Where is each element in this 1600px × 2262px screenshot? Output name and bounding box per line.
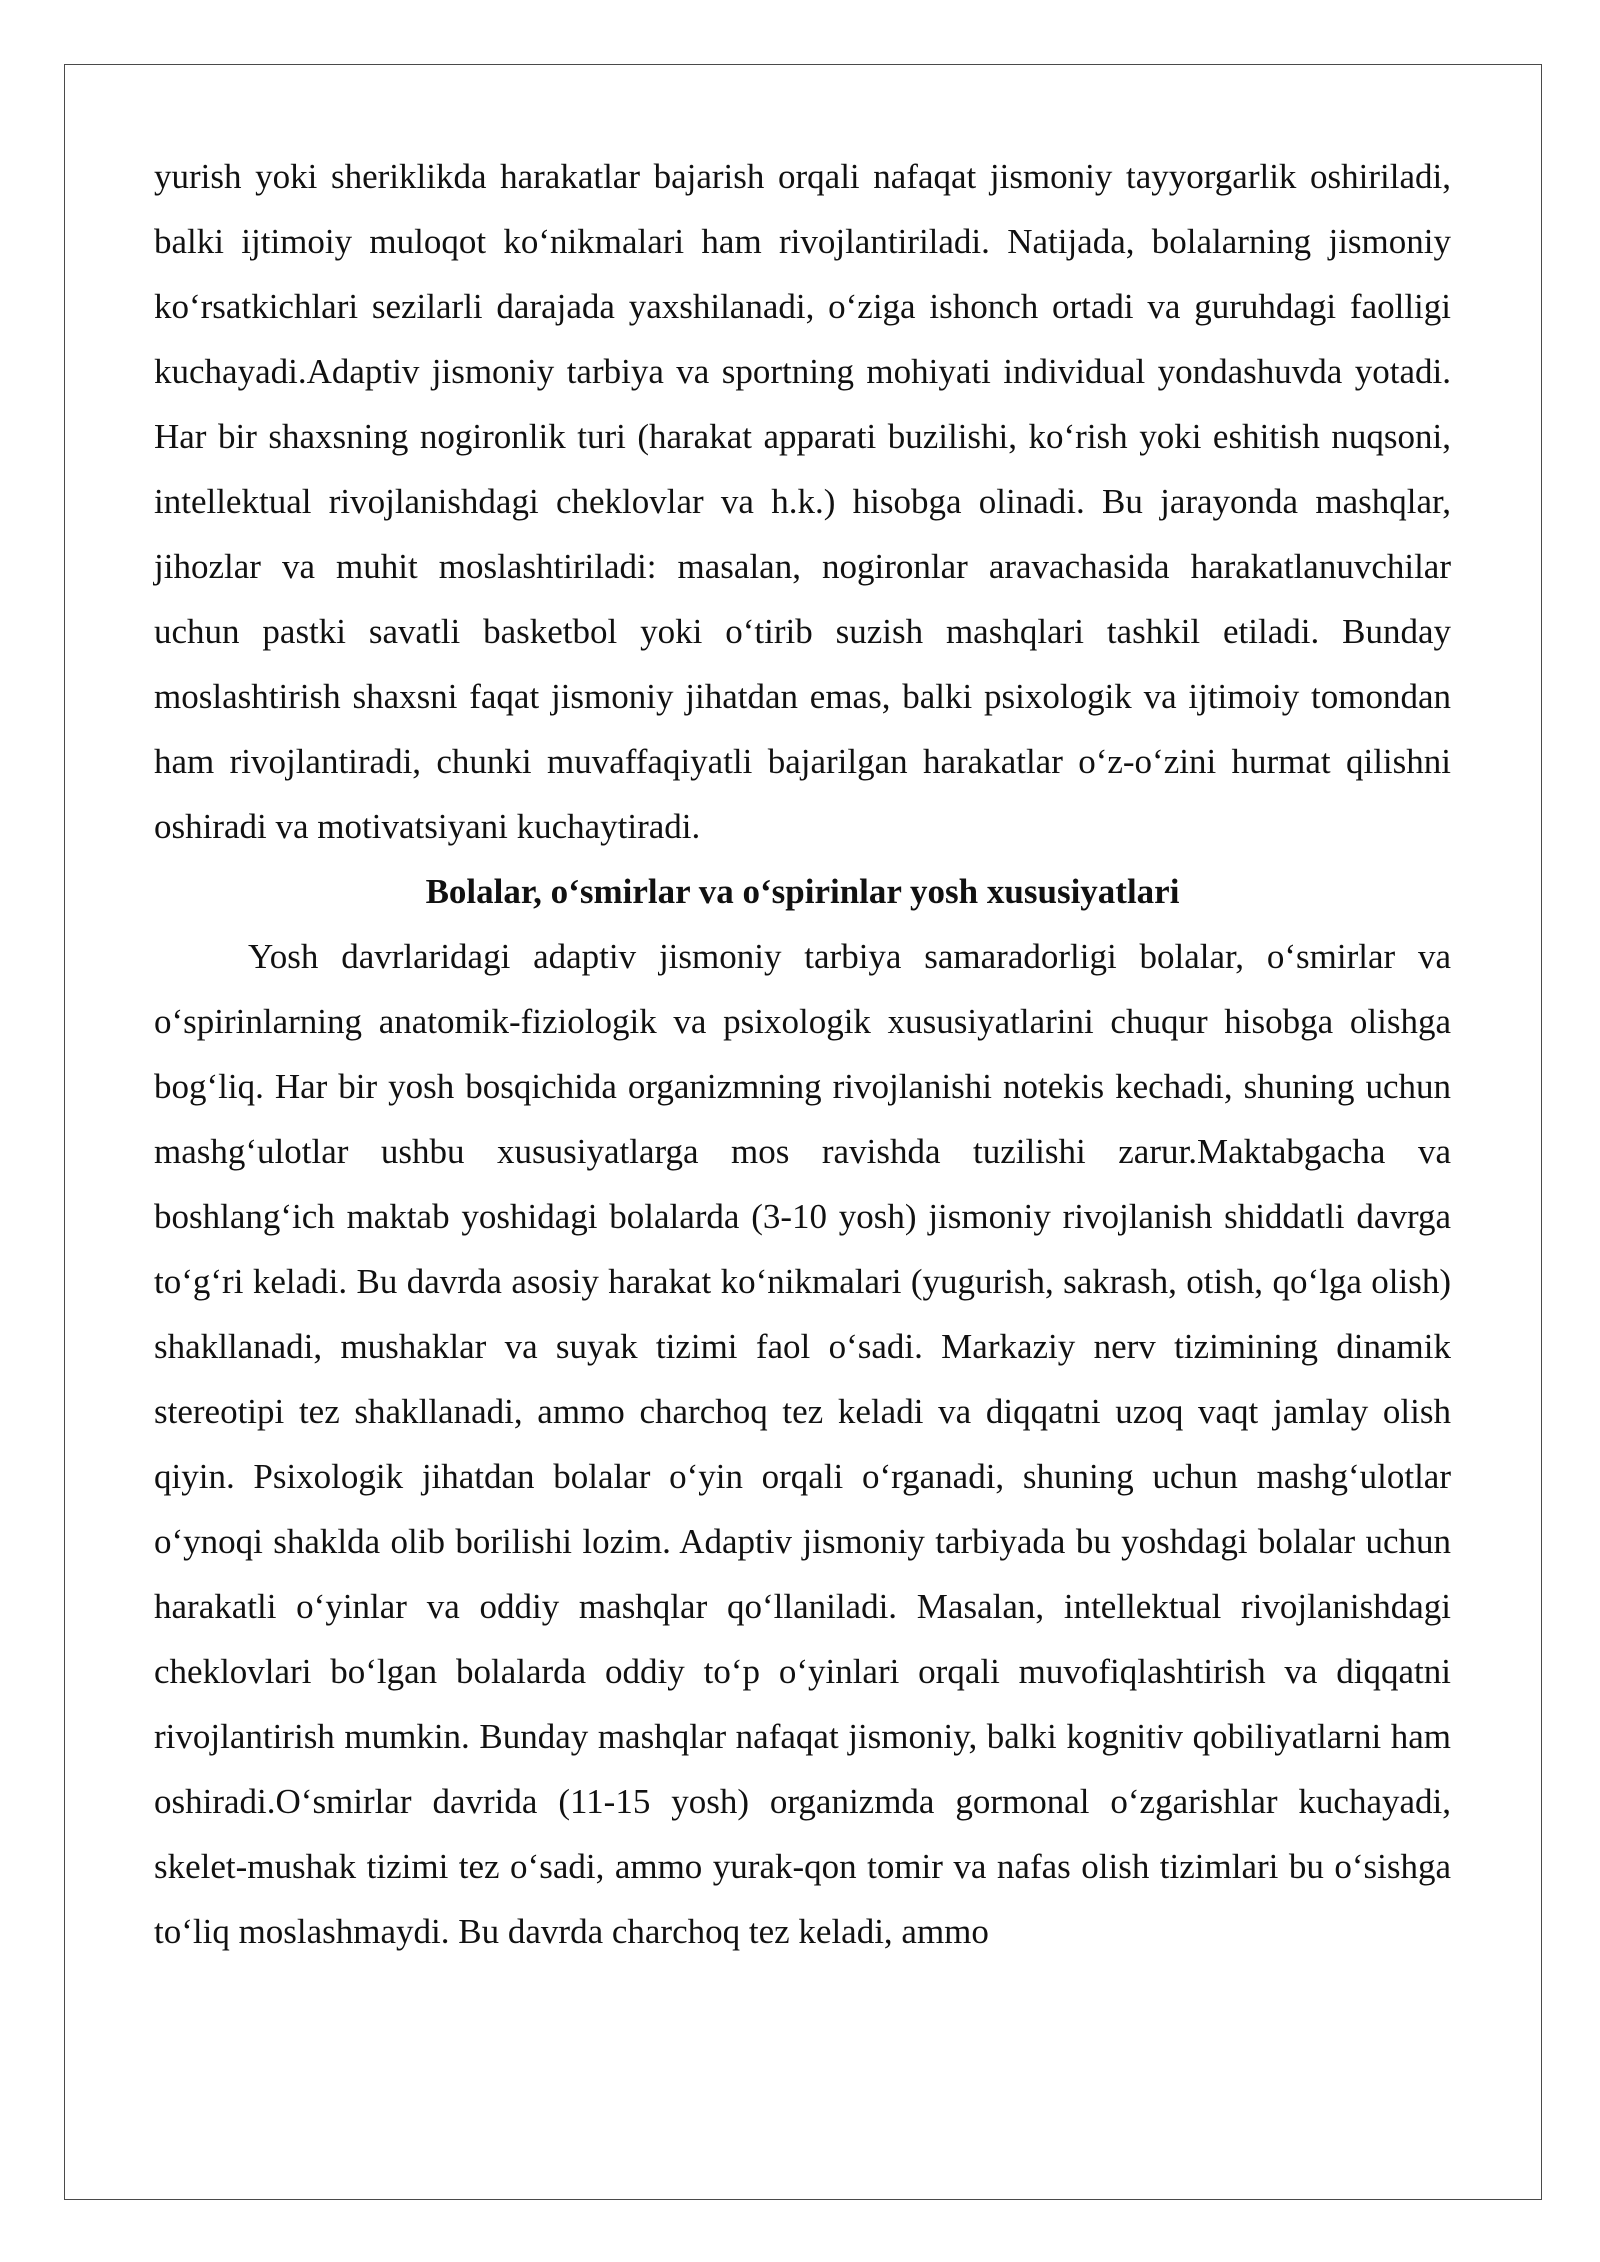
- section-heading: Bolalar, o‘smirlar va o‘spirinlar yosh xususiyatlari: [425, 872, 1180, 911]
- document-body: [154, 144, 1451, 1964]
- body-paragraph: yurish yoki sheriklikda harakatlar bajarish orqali nafaqat jismoniy tayyorgarlik oshiriladi, balki ijtimoiy muloqot ko‘nikmalari ham rivojlantiriladi. Natijada, bolalarning jismoniy ko‘rsatkichlari sezilarli darajada yaxshilanadi, o‘ziga ishonch ortadi va guruhdagi faolligi kuchayadi.Adaptiv jismoniy tarbiya va sportning mohiyati individual yondashuvda yotadi. Har bir shaxsning nogironlik turi (harakat apparati buzilishi, ko‘rish yoki eshitish nuqsoni, intellektual rivojlanishdagi cheklovlar va h.k.) hisobga olinadi. Bu jarayonda mashqlar, jihozlar va muhit moslashtiriladi: masalan, nogironlar aravachasida harakatlanuvchilar uchun pastki savatli basketbol yoki o‘tirib suzish mashqlari tashkil etiladi. Bunday moslashtirish shaxsni faqat jismoniy jihatdan emas, balki psixologik va ijtimoiy tomondan ham rivojlantiradi, chunki muvaffaqiyatli bajarilgan harakatlar o‘z-o‘zini hurmat qilishni oshiradi va motivatsiyani kuchaytiradi.: [154, 157, 1451, 846]
- body-paragraph: Yosh davrlaridagi adaptiv jismoniy tarbiya samaradorligi bolalar, o‘smirlar va o‘spirinlarning anatomik-fiziologik va psixologik xususiyatlarini chuqur hisobga olishga bog‘liq. Har bir yosh bosqichida organizmning rivojlanishi notekis kechadi, shuning uchun mashg‘ulotlar ushbu xususiyatlarga mos ravishda tuzilishi zarur.Maktabgacha va boshlang‘ich maktab yoshidagi bolalarda (3-10 yosh) jismoniy rivojlanish shiddatli davrga to‘g‘ri keladi. Bu davrda asosiy harakat ko‘nikmalari (yugurish, sakrash, otish, qo‘lga olish) shakllanadi, mushaklar va suyak tizimi faol o‘sadi. Markaziy nerv tizimining dinamik stereotipi tez shakllanadi, ammo charchoq tez keladi va diqqatni uzoq vaqt jamlay olish qiyin. Psixologik jihatdan bolalar o‘yin orqali o‘rganadi, shuning uchun mashg‘ulotlar o‘ynoqi shaklda olib borilishi lozim. Adaptiv jismoniy tarbiyada bu yoshdagi bolalar uchun harakatli o‘yinlar va oddiy mashqlar qo‘llaniladi. Masalan, intellektual rivojlanishdagi cheklovlari bo‘lgan bolalarda oddiy to‘p o‘yinlari orqali muvofiqlashtirish va diqqatni rivojlantirish mumkin. Bunday mashqlar nafaqat jismoniy, balki kognitiv qobiliyatlarni ham oshiradi.O‘smirlar davrida (11-15 yosh) organizmda gormonal o‘zgarishlar kuchayadi, skelet-mushak tizimi tez o‘sadi, ammo yurak-qon tomir va nafas olish tizimlari bu o‘sishga to‘liq moslashmaydi. Bu davrda charchoq tez keladi, ammo: [154, 937, 1451, 1951]
